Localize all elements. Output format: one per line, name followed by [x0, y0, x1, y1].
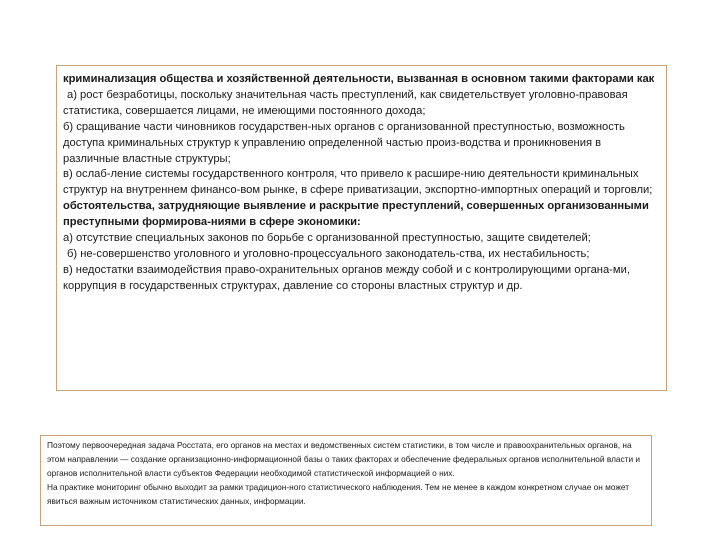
- obstacles-heading: обстоятельства, затрудняющие выявление и раскрытие преступлений, совершенных организованными преступными формирова-ниями в сфере экономики:: [63, 200, 649, 229]
- factors-heading: криминализация общества и хозяйственной деятельности, вызванная в основном такими факторами как: [63, 73, 655, 85]
- criminalization-factors-box: [56, 65, 667, 391]
- obstacle-item-a: а) отсутствие специальных законов по борьбе с организованной преступностью, защите свидетелей;: [63, 232, 591, 245]
- rosstat-paragraph-2: На практике мониторинг обычно выходит за рамки традицион-ного статистического наблюдения. Тем не менее в каждом конкретном случае он может явиться важным источником статистических данных, информации.: [47, 481, 630, 506]
- factor-item-a: а) рост безработицы, поскольку значительная часть преступлений, как свидетельствует уголовно-правовая статистика, совершается лицами, не имеющими постоянного дохода;: [63, 88, 628, 117]
- rosstat-task-box: [40, 435, 652, 526]
- factor-item-c: в) ослаб-ление системы государственного контроля, что привело к расшире-нию деятельности криминальных структур на внутреннем финансо-вом рынке, в сфере приватизации, экспортно-импортных операций и торговли;: [63, 168, 653, 197]
- factor-item-b: б) сращивание части чиновников государствен-ных органов с организованной преступностью, возможность доступа криминальных структур к управлению определенной частью произ-водства и проникновения в различные властные структуры;: [63, 120, 625, 165]
- obstacle-item-c: в) недостатки взаимодействия право-охранительных органов между собой и с контролирующими органа-ми, коррупция в государственных структурах, давление со стороны властных структур и др.: [63, 263, 630, 292]
- obstacle-item-b: б) не-совершенство уголовного и уголовно-процессуального законодатель-ства, их нестабильность;: [67, 247, 590, 260]
- rosstat-paragraph-1: Поэтому первоочередная задача Росстата, его органов на местах и ведомственных систем статистики, в том числе и правоохранительных органов, на этом направлении — создание организационно-информационной базы о таких факторах и обеспечение федеральных органов исполнительной власти и органов исполнительной власти субъектов Федерации необходимой статистической информацией о них.: [47, 440, 641, 478]
